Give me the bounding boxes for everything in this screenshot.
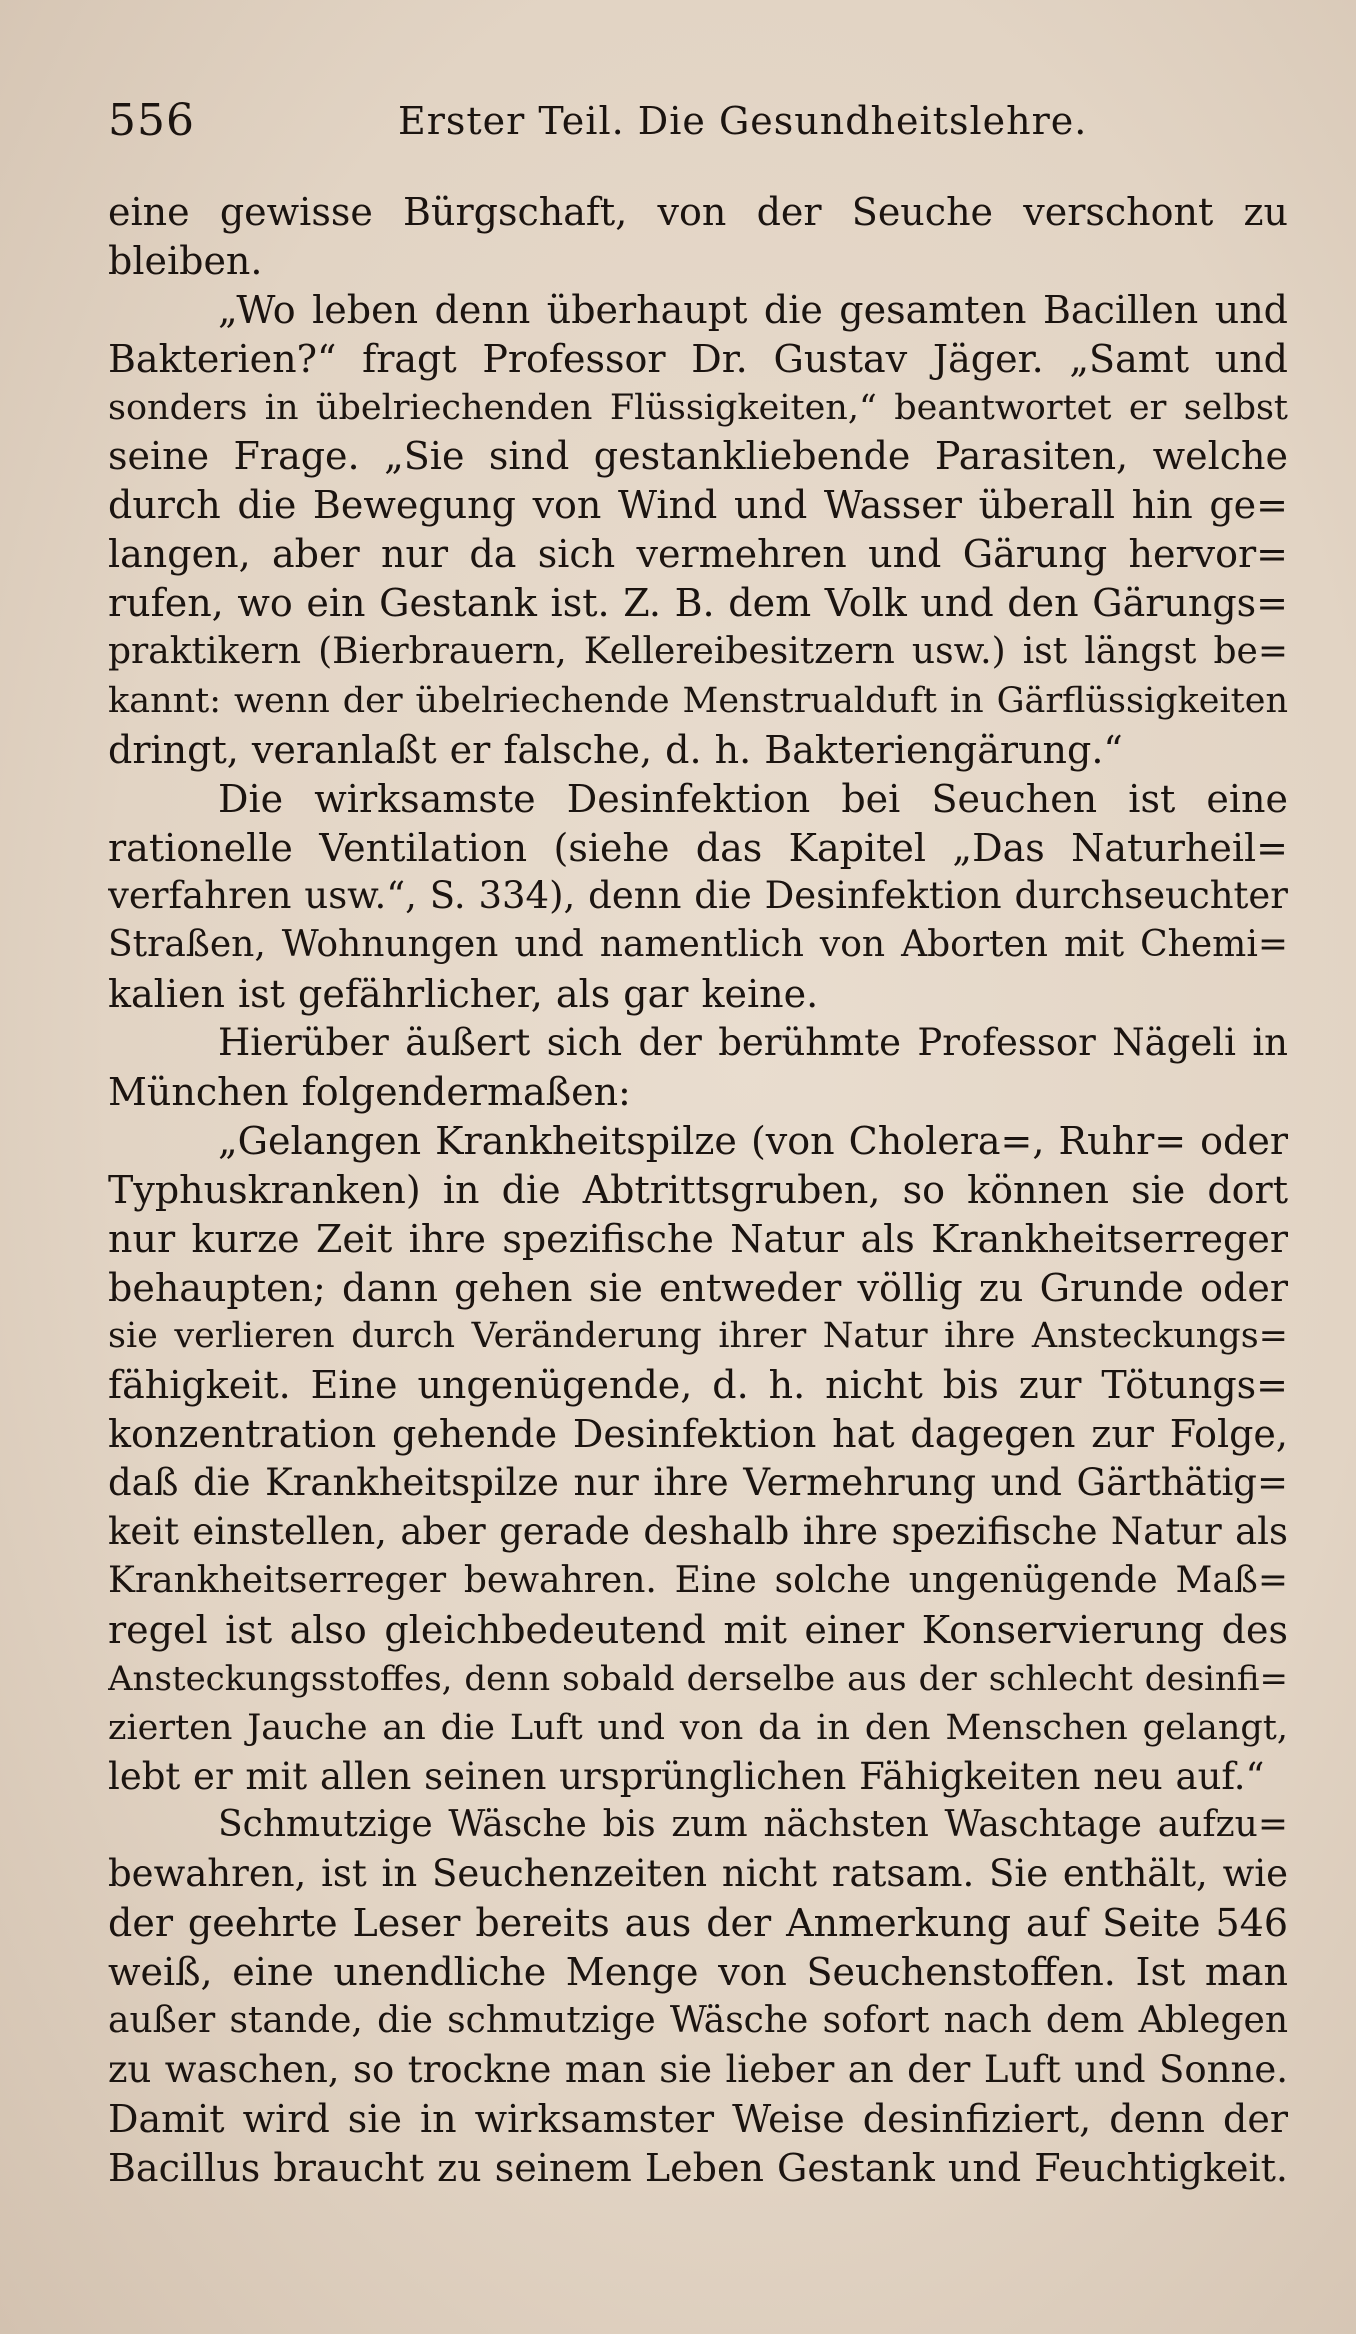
- text-line: rufen, wo ein Gestank ist. Z. B. dem Volk und den Gärungs=: [108, 581, 1288, 626]
- text-line: kalien ist gefährlicher, als gar keine.: [108, 972, 819, 1017]
- text-line: München folgendermaßen:: [108, 1070, 631, 1115]
- text-line: behaupten; dann gehen sie entweder völlig zu Grunde oder: [108, 1265, 1288, 1310]
- text-line: bewahren, ist in Seuchenzeiten nicht ratsam. Sie enthält, wie: [108, 1852, 1288, 1896]
- text-line: rationelle Ventilation (siehe das Kapitel „Das Naturheil=: [108, 825, 1288, 870]
- text-line: Typhuskranken) in die Abtrittsgruben, so können sie dort: [108, 1167, 1288, 1212]
- text-line: regel ist also gleichbedeutend mit einer Konservierung des: [108, 1607, 1288, 1652]
- page-number: 556: [108, 95, 195, 146]
- text-line: dringt, veranlaßt er falsche, d. h. Bakteriengärung.“: [108, 727, 1123, 772]
- text-line: der geehrte Leser bereits aus der Anmerkung auf Seite 546: [108, 1901, 1288, 1946]
- text-line: Schmutzige Wäsche bis zum nächsten Waschtage aufzu=: [218, 1804, 1288, 1846]
- text-line: fähigkeit. Eine ungenügende, d. h. nicht bis zur Tötungs=: [108, 1363, 1288, 1408]
- text-line: keit einstellen, aber gerade deshalb ihre spezifische Natur als: [108, 1510, 1288, 1554]
- text-line: weiß, eine unendliche Menge von Seuchenstoffen. Ist man: [108, 1950, 1288, 1995]
- text-line: zu waschen, so trockne man sie lieber an der Luft und Sonne.: [108, 2047, 1288, 2091]
- body-text: [108, 188, 1288, 2193]
- text-line: Die wirksamste Desinfektion bei Seuchen ist eine: [218, 776, 1288, 821]
- text-line: zierten Jauche an die Luft und von da in den Menschen gelangt,: [108, 1707, 1288, 1748]
- text-line: „Gelangen Krankheitspilze (von Cholera=, Ruhr= oder: [218, 1118, 1288, 1163]
- text-line: Damit wird sie in wirksamster Weise desinfiziert, denn der: [108, 2096, 1288, 2141]
- text-line: langen, aber nur da sich vermehren und Gärung hervor=: [108, 532, 1288, 577]
- text-line: Ansteckungsstoffes, denn sobald derselbe aus der schlecht desinfi=: [108, 1658, 1288, 1699]
- text-line: bleiben.: [108, 238, 263, 283]
- text-line: „Wo leben denn überhaupt die gesamten Bacillen und: [218, 287, 1288, 332]
- text-line: sie verlieren durch Veränderung ihrer Natur ihre Ansteckungs=: [108, 1316, 1288, 1357]
- text-line: Bakterien?“ fragt Professor Dr. Gustav Jäger. „Samt und: [108, 336, 1288, 381]
- text-line: durch die Bewegung von Wind und Wasser überall hin ge=: [108, 483, 1288, 528]
- text-line: Krankheitserreger bewahren. Eine solche ungenügende Maß=: [108, 1559, 1288, 1601]
- text-line: kannt: wenn der übelriechende Menstrualduft in Gärflüssigkeiten: [108, 680, 1288, 721]
- text-line: daß die Krankheitspilze nur ihre Vermehrung und Gärthätig=: [108, 1461, 1288, 1505]
- text-line: konzentration gehende Desinfektion hat dagegen zur Folge,: [108, 1412, 1288, 1457]
- text-line: eine gewisse Bürgschaft, von der Seuche verschont zu: [108, 190, 1288, 234]
- text-line: nur kurze Zeit ihre spezifische Natur als Krankheitserreger: [108, 1216, 1288, 1261]
- text-line: lebt er mit allen seinen ursprünglichen Fähigkeiten neu auf.“: [108, 1754, 1265, 1798]
- text-line: sonders in übelriechenden Flüssigkeiten,“ beantwortet er selbst: [108, 387, 1288, 428]
- running-title: Erster Teil. Die Gesundheitslehre.: [398, 99, 1088, 143]
- text-line: seine Frage. „Sie sind gestankliebende Parasiten, welche: [108, 434, 1288, 479]
- text-line: Hierüber äußert sich der berühmte Professor Nägeli in: [218, 1021, 1288, 1065]
- text-line: praktikern (Bierbrauern, Kellereibesitzern usw.) ist längst be=: [108, 631, 1288, 673]
- text-line: Straßen, Wohnungen und namentlich von Aborten mit Chemi=: [108, 924, 1288, 966]
- text-line: verfahren usw.“, S. 334), denn die Desinfektion durchseuchter: [108, 874, 1288, 918]
- text-line: außer stande, die schmutzige Wäsche sofort nach dem Ablegen: [108, 1999, 1288, 2041]
- running-head: [108, 95, 1288, 155]
- text-line: Bacillus braucht zu seinem Leben Gestank und Feuchtigkeit.: [108, 2145, 1288, 2190]
